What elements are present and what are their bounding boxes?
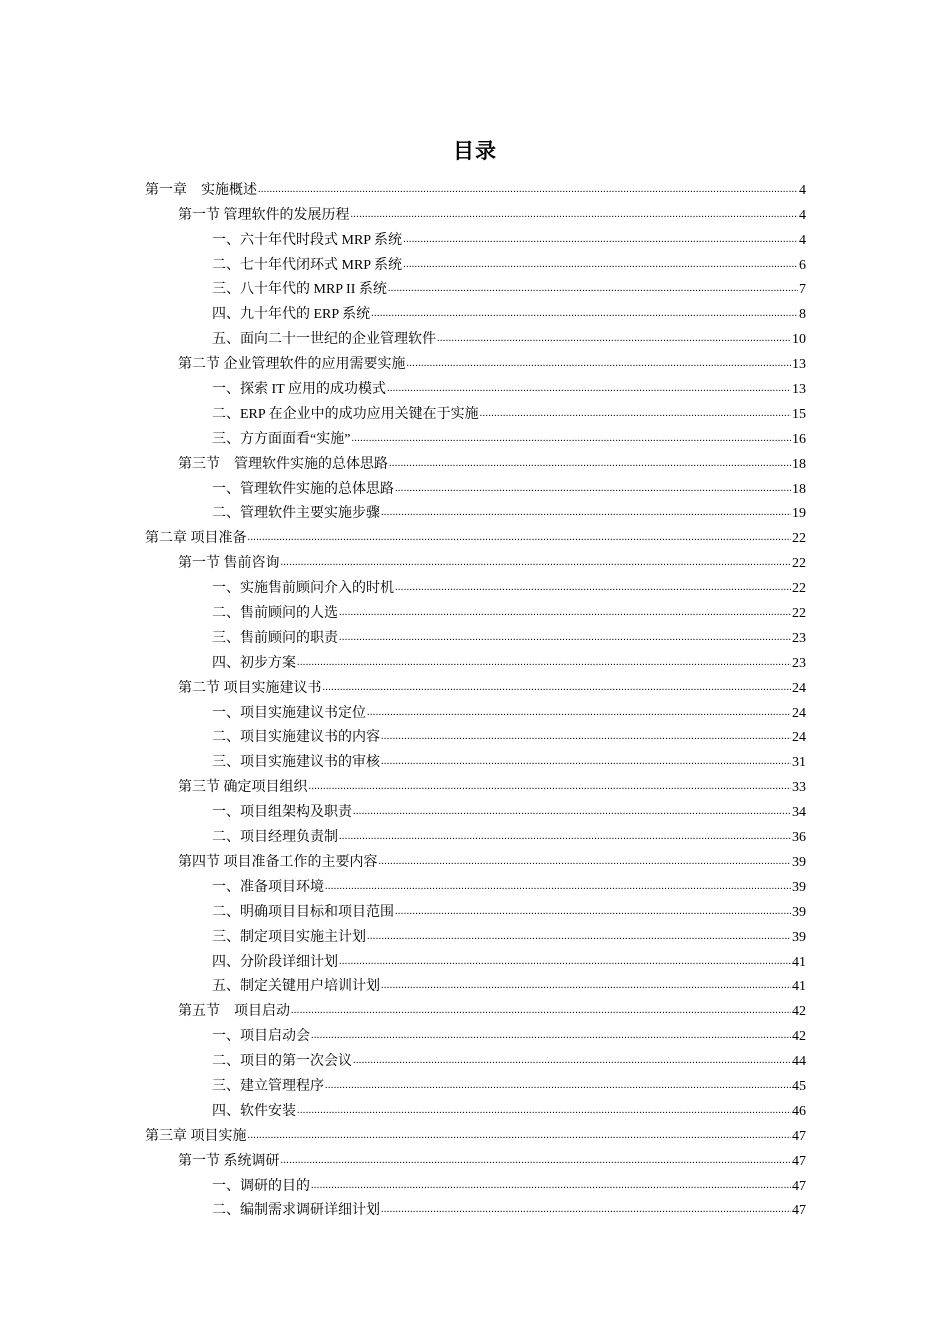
toc-entry-label: 第二节 企业管理软件的应用需要实施 (178, 357, 406, 373)
toc-entry-label: 三、方方面面看“实施” (212, 431, 351, 447)
toc-page-number: 47 (792, 1128, 806, 1144)
toc-section-entry[interactable] (0, 673, 950, 698)
toc-entry-label: 第一节 售前咨询 (178, 556, 280, 572)
toc-page-number: 23 (792, 630, 806, 646)
toc-subsection-entry[interactable] (0, 698, 950, 723)
toc-dot-leader (281, 556, 792, 570)
toc-dot-leader (403, 233, 798, 247)
toc-page-number: 41 (792, 954, 806, 970)
toc-section-entry[interactable] (0, 1146, 950, 1171)
toc-dot-leader (281, 1154, 792, 1168)
toc-subsection-entry[interactable] (0, 1096, 950, 1121)
toc-dot-leader (311, 1029, 791, 1043)
toc-section-entry[interactable] (0, 449, 950, 474)
toc-page-number: 19 (792, 506, 806, 522)
toc-subsection-entry[interactable] (0, 474, 950, 499)
toc-entry-label: 三、制定项目实施主计划 (212, 929, 366, 945)
toc-dot-leader (379, 855, 792, 869)
toc-entry-label: 一、调研的目的 (212, 1178, 310, 1194)
toc-page-number: 24 (792, 730, 806, 746)
toc-subsection-entry[interactable] (0, 1171, 950, 1196)
toc-page-number: 18 (792, 481, 806, 497)
table-of-contents (0, 175, 950, 1220)
toc-dot-leader (371, 307, 798, 321)
toc-entry-label: 四、九十年代的 ERP 系统 (212, 307, 371, 323)
toc-dot-leader (395, 581, 791, 595)
toc-entry-label: 一、六十年代时段式 MRP 系统 (212, 232, 403, 248)
toc-page-number: 18 (792, 456, 806, 472)
toc-page-number: 7 (799, 282, 806, 298)
toc-entry-label: 一、管理软件实施的总体思路 (212, 481, 394, 497)
toc-page-number: 46 (792, 1103, 806, 1119)
toc-entry-label: 三、售前顾问的职责 (212, 630, 338, 646)
toc-page-number: 39 (792, 929, 806, 945)
toc-subsection-entry[interactable] (0, 972, 950, 997)
toc-entry-label: 四、初步方案 (212, 655, 296, 671)
toc-entry-label: 一、项目启动会 (212, 1029, 310, 1045)
toc-page-number: 39 (792, 904, 806, 920)
toc-entry-label: 第一章 实施概述 (145, 182, 257, 198)
toc-subsection-entry[interactable] (0, 623, 950, 648)
toc-page-number: 22 (792, 531, 806, 547)
toc-subsection-entry[interactable] (0, 424, 950, 449)
toc-dot-leader (381, 979, 791, 993)
toc-page-number: 22 (792, 556, 806, 572)
toc-dot-leader (291, 1004, 791, 1018)
toc-page-number: 47 (792, 1178, 806, 1194)
toc-entry-label: 二、项目实施建议书的内容 (212, 730, 380, 746)
toc-page-number: 13 (792, 382, 806, 398)
toc-dot-leader (353, 805, 791, 819)
toc-entry-label: 第二章 项目准备 (145, 531, 247, 547)
toc-subsection-entry[interactable] (0, 922, 950, 947)
toc-dot-leader (353, 1054, 791, 1068)
toc-dot-leader (381, 730, 791, 744)
toc-section-entry[interactable] (0, 996, 950, 1021)
toc-dot-leader (325, 1079, 791, 1093)
toc-subsection-entry[interactable] (0, 747, 950, 772)
toc-entry-label: 第四节 项目准备工作的主要内容 (178, 854, 378, 870)
toc-page-number: 10 (792, 332, 806, 348)
toc-chapter-entry[interactable] (0, 523, 950, 548)
toc-section-entry[interactable] (0, 200, 950, 225)
toc-page-number: 42 (792, 1004, 806, 1020)
toc-dot-leader (389, 457, 791, 471)
toc-page-number: 31 (792, 755, 806, 771)
toc-subsection-entry[interactable] (0, 723, 950, 748)
toc-page-number: 8 (799, 307, 806, 323)
toc-subsection-entry[interactable] (0, 324, 950, 349)
toc-subsection-entry[interactable] (0, 1071, 950, 1096)
toc-entry-label: 五、面向二十一世纪的企业管理软件 (212, 332, 436, 348)
toc-chapter-entry[interactable] (0, 175, 950, 200)
toc-subsection-entry[interactable] (0, 299, 950, 324)
toc-dot-leader (339, 606, 791, 620)
toc-page-number: 42 (792, 1029, 806, 1045)
toc-entry-label: 四、分阶段详细计划 (212, 954, 338, 970)
toc-subsection-entry[interactable] (0, 573, 950, 598)
toc-dot-leader (367, 930, 791, 944)
toc-dot-leader (297, 1104, 791, 1118)
toc-page-number: 41 (792, 979, 806, 995)
toc-subsection-entry[interactable] (0, 1021, 950, 1046)
toc-entry-label: 第二节 项目实施建议书 (178, 680, 322, 696)
toc-entry-label: 二、明确项目目标和项目范围 (212, 904, 394, 920)
toc-page-number: 4 (799, 232, 806, 248)
toc-page-number: 33 (792, 780, 806, 796)
toc-page-number: 22 (792, 606, 806, 622)
toc-page-number: 24 (792, 705, 806, 721)
toc-section-entry[interactable] (0, 548, 950, 573)
toc-page-number: 16 (792, 431, 806, 447)
toc-page-number: 4 (799, 207, 806, 223)
toc-page-number: 44 (792, 1054, 806, 1070)
toc-entry-label: 第一节 管理软件的发展历程 (178, 207, 350, 223)
toc-page-number: 39 (792, 854, 806, 870)
toc-dot-leader (381, 755, 791, 769)
toc-subsection-entry[interactable] (0, 399, 950, 424)
toc-dot-leader (339, 955, 791, 969)
toc-page-number: 22 (792, 581, 806, 597)
toc-entry-label: 一、探索 IT 应用的成功模式 (212, 382, 386, 398)
toc-page-number: 24 (792, 680, 806, 696)
toc-page-number: 4 (799, 182, 806, 198)
toc-dot-leader (480, 407, 791, 421)
toc-subsection-entry[interactable] (0, 897, 950, 922)
toc-entry-label: 四、软件安装 (212, 1103, 296, 1119)
toc-dot-leader (395, 905, 791, 919)
toc-page-number: 13 (792, 357, 806, 373)
toc-page-number: 6 (799, 257, 806, 273)
toc-entry-label: 二、编制需求调研详细计划 (212, 1203, 380, 1219)
toc-dot-leader (381, 1203, 791, 1217)
toc-entry-label: 一、实施售前顾问介入的时机 (212, 581, 394, 597)
toc-dot-leader (437, 332, 791, 346)
toc-entry-label: 第三节 确定项目组织 (178, 780, 308, 796)
toc-chapter-entry[interactable] (0, 1121, 950, 1146)
toc-page-number: 47 (792, 1203, 806, 1219)
toc-dot-leader (323, 681, 792, 695)
toc-dot-leader (403, 258, 798, 272)
toc-page-number: 34 (792, 805, 806, 821)
toc-dot-leader (388, 282, 798, 296)
toc-section-entry[interactable] (0, 349, 950, 374)
toc-title: 目录 (453, 139, 497, 163)
toc-dot-leader (258, 183, 798, 197)
toc-dot-leader (407, 357, 792, 371)
toc-subsection-entry[interactable] (0, 872, 950, 897)
toc-dot-leader (351, 432, 791, 446)
toc-subsection-entry[interactable] (0, 225, 950, 250)
toc-entry-label: 第三节 管理软件实施的总体思路 (178, 456, 388, 472)
toc-dot-leader (381, 506, 791, 520)
toc-page-number: 15 (792, 406, 806, 422)
toc-entry-label: 第三章 项目实施 (145, 1128, 247, 1144)
toc-page-number: 36 (792, 830, 806, 846)
toc-subsection-entry[interactable] (0, 1046, 950, 1071)
toc-subsection-entry[interactable] (0, 648, 950, 673)
toc-entry-label: 一、项目实施建议书定位 (212, 705, 366, 721)
toc-subsection-entry[interactable] (0, 598, 950, 623)
toc-subsection-entry[interactable] (0, 499, 950, 524)
toc-subsection-entry[interactable] (0, 374, 950, 399)
toc-entry-label: 一、项目组架构及职责 (212, 805, 352, 821)
toc-dot-leader (351, 208, 799, 222)
toc-dot-leader (395, 482, 791, 496)
toc-section-entry[interactable] (0, 847, 950, 872)
toc-entry-label: 二、七十年代闭环式 MRP 系统 (212, 257, 403, 273)
toc-subsection-entry[interactable] (0, 797, 950, 822)
toc-dot-leader (311, 1179, 791, 1193)
toc-subsection-entry[interactable] (0, 947, 950, 972)
toc-entry-label: 二、管理软件主要实施步骤 (212, 506, 380, 522)
toc-subsection-entry[interactable] (0, 275, 950, 300)
toc-entry-label: 二、售前顾问的人选 (212, 606, 338, 622)
toc-section-entry[interactable] (0, 772, 950, 797)
toc-entry-label: 三、建立管理程序 (212, 1078, 324, 1094)
toc-page-number: 45 (792, 1078, 806, 1094)
toc-entry-label: 三、八十年代的 MRP II 系统 (212, 282, 387, 298)
toc-dot-leader (297, 656, 791, 670)
toc-dot-leader (309, 780, 792, 794)
toc-dot-leader (248, 1129, 792, 1143)
toc-dot-leader (248, 531, 792, 545)
toc-entry-label: 五、制定关键用户培训计划 (212, 979, 380, 995)
toc-dot-leader (367, 706, 791, 720)
toc-subsection-entry[interactable] (0, 1196, 950, 1221)
toc-entry-label: 二、项目的第一次会议 (212, 1054, 352, 1070)
toc-entry-label: 二、ERP 在企业中的成功应用关键在于实施 (212, 406, 479, 422)
toc-dot-leader (387, 382, 791, 396)
toc-subsection-entry[interactable] (0, 250, 950, 275)
toc-entry-label: 一、准备项目环境 (212, 879, 324, 895)
toc-entry-label: 三、项目实施建议书的审核 (212, 755, 380, 771)
toc-dot-leader (339, 631, 791, 645)
toc-entry-label: 二、项目经理负责制 (212, 830, 338, 846)
toc-entry-label: 第五节 项目启动 (178, 1004, 290, 1020)
toc-page-number: 47 (792, 1153, 806, 1169)
toc-dot-leader (325, 880, 791, 894)
toc-page-number: 23 (792, 655, 806, 671)
toc-entry-label: 第一节 系统调研 (178, 1153, 280, 1169)
toc-dot-leader (339, 830, 791, 844)
toc-page-number: 39 (792, 879, 806, 895)
toc-subsection-entry[interactable] (0, 822, 950, 847)
